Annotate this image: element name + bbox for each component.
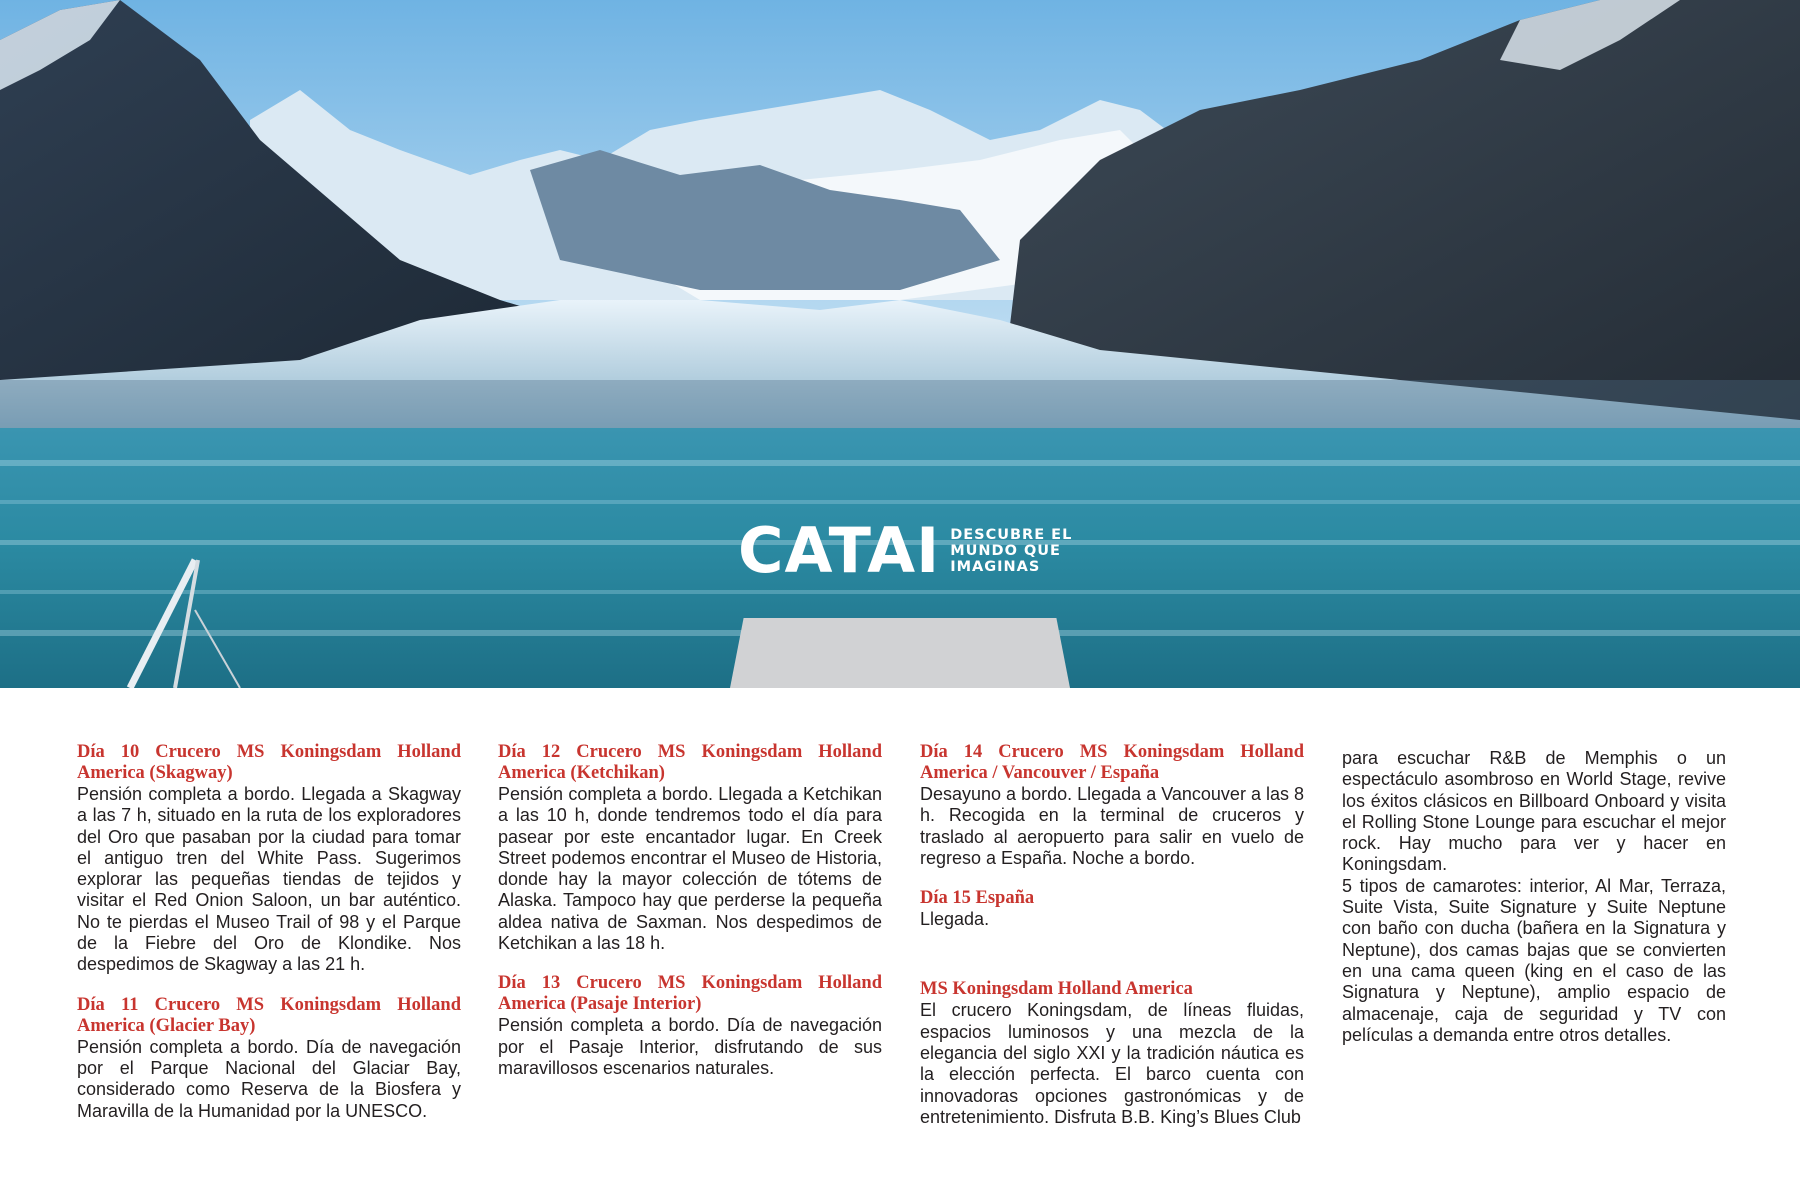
text-column-4 — [1342, 748, 1726, 1046]
itinerary-day — [920, 742, 1304, 869]
brand-tagline-line: MUNDO QUE — [950, 543, 1061, 559]
text-column-3 — [920, 742, 1304, 1147]
itinerary-day — [498, 973, 882, 1079]
ship-description-continued — [1342, 748, 1726, 1046]
brand-name: CATAI — [738, 514, 941, 587]
itinerary-day — [77, 995, 461, 1122]
day-description: Desayuno a bordo. Llegada a Vancouver a las 8 h. Recogida en la terminal de cruceros y traslado al aeropuerto para salir en vuelo de regreso a España. Noche a bordo. — [920, 784, 1304, 868]
day-heading: Día 11 Crucero MS Koningsdam Holland America (Glacier Bay) — [77, 994, 461, 1036]
itinerary-day — [77, 742, 461, 976]
ship-heading: MS Koningsdam Holland America — [920, 979, 1193, 1000]
spacer — [920, 949, 1304, 979]
brand-tagline — [950, 527, 1072, 575]
ship-text: El crucero Koningsdam, de líneas fluidas, espacios luminosos y una mezcla de la elegancia del siglo XXI y la tradición náutica es la elección perfecta. El barco cuenta con innovadoras opciones gastronómicas y de entretenimiento. Disfruta B.B. King’s Blues Club — [920, 1000, 1304, 1127]
itinerary-day — [498, 742, 882, 954]
text-column-1 — [77, 742, 461, 1141]
glacier-shadow — [0, 380, 1800, 430]
itinerary-day — [920, 888, 1304, 930]
day-heading: Día 10 Crucero MS Koningsdam Holland America (Skagway) — [77, 742, 461, 783]
brand-tagline-line: IMAGINAS — [950, 559, 1041, 575]
day-description: Pensión completa a bordo. Día de navegación por el Pasaje Interior, disfrutando de sus maravillosos escenarios naturales. — [498, 1015, 882, 1078]
day-heading: Día 14 Crucero MS Koningsdam Holland America / Vancouver / España — [920, 742, 1304, 783]
brand-tagline-line: DESCUBRE EL — [950, 527, 1073, 543]
ship-description — [920, 979, 1304, 1128]
day-description: Llegada. — [920, 909, 990, 930]
text-column-2 — [498, 742, 882, 1098]
day-heading: Día 15 España — [920, 888, 1035, 909]
grey-tab — [730, 618, 1070, 688]
day-description: Pensión completa a bordo. Día de navegación por el Parque Nacional del Glaciar Bay, considerado como Reserva de la Biosfera y Maravilla de la Humanidad por la UNESCO. — [77, 1036, 461, 1121]
day-description: Pensión completa a bordo. Llegada a Ketchikan a las 10 h, donde tendremos todo el día para pasear por este encantador lugar. En Creek Street podemos encontrar el Museo de Historia, donde hay la mayor colección de tótems de Alaska. Tampoco hay que perderse la pequeña aldea nativa de Saxman. Nos despedimos de Ketchikan a las 18 h. — [498, 784, 882, 954]
ship-text-continued: para escuchar R&B de Memphis o un espectáculo asombroso en World Stage, revive los éxitos clásicos en Billboard Onboard y visita el Rolling Stone Lounge para escuchar el mejor rock. Hay mucho para ver y hacer en Koningsdam. — [1342, 748, 1726, 875]
cabin-types-text: 5 tipos de camarotes: interior, Al Mar, Terraza, Suite Vista, Suite Signature y Suite Neptune con baño con ducha (bañera en la Signatura y Neptune), dos camas bajas que se convierten en una cama queen (king en el caso de las Signatura y Neptune), amplio espacio de almacenaje, caja de seguridad y TV con películas a demanda entre otros detalles. — [1342, 875, 1726, 1045]
day-heading: Día 12 Crucero MS Koningsdam Holland America (Ketchikan) — [498, 742, 882, 783]
day-heading: Día 13 Crucero MS Koningsdam Holland America (Pasaje Interior) — [498, 973, 882, 1015]
brand-logo — [738, 514, 1073, 587]
day-description: Pensión completa a bordo. Llegada a Skagway a las 7 h, situado en la ruta de los exploradores del Oro que pasaban por la ciudad para tomar el antiguo tren del White Pass. Sugerimos explorar las pequeñas tiendas de tejidos y visitar el Red Onion Saloon, un bar auténtico. No te pierdas el Museo Trail of 98 y el Parque de la Fiebre del Oro de Klondike. Nos despedimos de Skagway a las 21 h. — [77, 784, 461, 975]
